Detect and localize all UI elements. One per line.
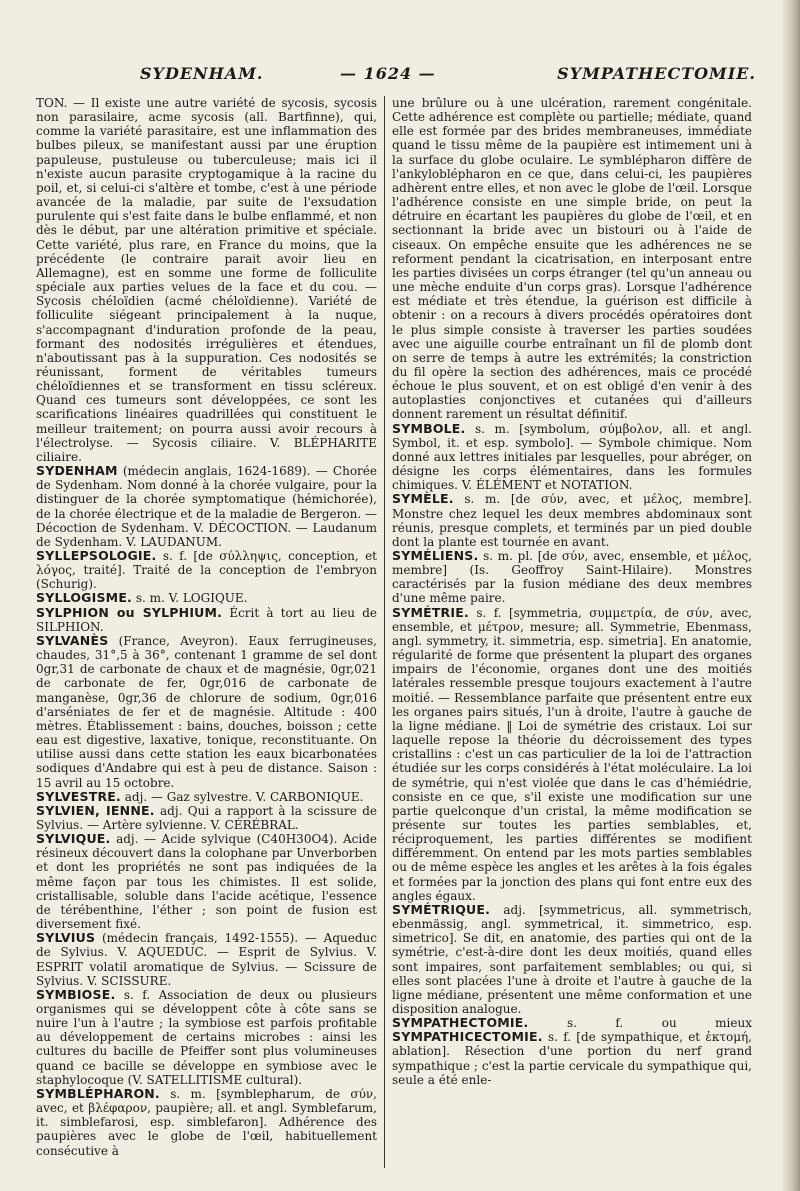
- page-edge-shadow: [782, 0, 800, 1191]
- entry-body: s. m. pl. [de σύν, avec, ensemble, et μέλος, membre] (Is. Geoffroy Saint-Hilaire). Monstres caractérisés par la fusion médiane des deux membres d'une même paire.: [392, 549, 752, 606]
- headword: SYLVESTRE.: [36, 788, 121, 804]
- entry-body: s. f. ou mieux: [566, 1016, 752, 1031]
- page-number: — 1624 —: [340, 64, 436, 83]
- headword: SYMBOLE.: [392, 420, 466, 436]
- headword: SYMBIOSE.: [36, 986, 116, 1002]
- headword: SYLLEPSOLOGIE.: [36, 548, 157, 563]
- running-header: [100, 60, 770, 88]
- headword: SYLVANÈS: [36, 632, 109, 648]
- entry-symbole: [392, 422, 752, 493]
- headword: SYLVIUS: [36, 930, 96, 946]
- entry-body: s. m. V. LOGIQUE.: [135, 591, 248, 606]
- entry-symblepharon-continuation: une brûlure ou à une ulcération, rarement congénitale. Cette adhérence est complète ou partielle; médiate, quand elle est formée par des brides membraneuses, immédiate quand le tissu même de la paupière est intimement uni à la surface du globe oculaire. Le symblépharon diffère de l'ankyloblépharon en ce que, dans celui-ci, les paupières adhèrent entre elles, et non avec le globe de l'œil. Lorsque l'adhérence consiste en une simple bride, on peut la détruire en écartant les paupières du globe de l'œil, et en sectionnant la bride avec un bistouri ou à l'aide de ciseaux. On empêche ensuite que les adhérences ne se reforment pendant la cicatrisation, en interposant entre les parties divisées un corps étranger (tel qu'un anneau ou une mèche enduite d'un corps gras). Lorsque l'adhérence est médiate et très étendue, la guérison est difficile à obtenir : on a recours à divers procédés opératoires dont le plus simple consiste à traverser les parties soudées avec une aiguille courbe entraînant un fil de plomb dont on serre de temps à autre les extrémités; la constriction du fil opère la section des adhérences, mais ce procédé échoue le plus souvent, et on est obligé d'en venir à des autoplasties conjonctives et cutanées qui d'ailleurs donnent rarement un résultat définitif.: [392, 96, 752, 422]
- entry-syllepsologie: [36, 549, 377, 591]
- headword: SYMÈLE.: [392, 491, 454, 507]
- headword: SYMÉTRIE.: [392, 604, 469, 620]
- headword: SYLVIQUE.: [36, 831, 111, 847]
- entry-body: s. f. [de σύλληψις, conception, et λόγος, traité]. Traité de la conception de l'embryon (Schurig).: [36, 549, 377, 592]
- entry-symetrique: [392, 903, 752, 1016]
- entry-body: s. m. [symblepharum, de σύν, avec, et βλέφαρον, paupière; all. et angl. Symblefarum, it. simblefarosi, esp. simblefaron]. Adhérence des paupières avec le globe de l'œil, habituellement consécutive à: [36, 1086, 377, 1158]
- entry-sylvanes: [36, 634, 377, 790]
- header-left-word: SYDENHAM.: [140, 64, 264, 83]
- entry-body: adj. — Acide sylvique (C40H30O4). Acide résineux découvert dans la colophane par Unverborben et dont les propriétés ne sont pas indiquées de la même façon par tous les chimistes. Il est solide, cristallisable, soluble dans l'acide acétique, l'essence de térébenthine, l'éther ; son point de fusion est diversement fixé.: [36, 832, 377, 932]
- entry-sycosis-continuation: TON. — Il existe une autre variété de sycosis, sycosis non parasilaire, acme sycosis (all. Bartfinne), qui, comme la variété parasitaire, est une inflammation des bulbes pileux, se manifestant aussi par une éruption papuleuse, pustuleuse ou tuberculeuse; mais ici il n'existe aucun parasite cryptogamique à la racine du poil, et, si celui-ci s'altère et tombe, c'est à une période avancée de la maladie, par suite de l'exsudation purulente qui s'est faite dans le bulbe enflammé, et non dès le début, par une altération primitive et spéciale. Cette variété, plus rare, en France du moins, que la précédente (le contraire parait avoir lieu en Allemagne), est en somme une forme de folliculite spéciale aux parties velues de la face et du cou. — Sycosis chéloïdien (acmé chéloïdienne). Variété de folliculite siégeant principalement à la nuque, s'accompagnant d'induration profonde de la peau, formant des nodosités irrégulières et étendues, n'aboutissant pas à la suppuration. Ces nodosités se réunissant, forment de véritables tumeurs chéloïdiennes et se transforment en tissu scléreux. Quand ces tumeurs sont développées, ce sont les scarifications linéaires quadrillées qui constituent le meilleur traitement; on pourra aussi avoir recours à l'électrolyse. — Sycosis ciliaire. V. BLÉPHARITE ciliaire.: [36, 96, 377, 464]
- entry-sylvien: [36, 804, 377, 832]
- entry-body: (médecin français, 1492-1555). — Aqueduc de Sylvius. V. AQUEDUC. — Esprit de Sylvius. V. ESPRIT volatil aromatique de Sylvius. — Scissure de Sylvius. V. SCISSURE.: [36, 931, 377, 988]
- entry-sylphion: [36, 606, 377, 634]
- header-right-word: SYMPATHECTOMIE.: [557, 64, 756, 83]
- entry-sylvestre: [36, 790, 377, 804]
- headword-variant: SYMPATHICECTOMIE.: [392, 1029, 543, 1045]
- entry-body: adj. [symmetricus, all. symmetrisch, ebenmässig, angl. symmetrical, it. simmetrico, esp. simetrico]. Se dit, en anatomie, des parties qui ont de la symétrie, c'est-à-dire dont les deux moitiés, quand elles sont impaires, sont parfaitement semblables; ou qui, si elles sont placées l'une à droite et l'autre à gauche de la ligne médiane, présentent une même conformation et une disposition analogue.: [392, 902, 752, 1016]
- entry-body: s. f. [de sympathique, et ἐκτομή, ablation]. Résection d'une portion du nerf grand sympathique ; c'est la partie cervicale du sympathique qui, seule a été enle-: [392, 1030, 752, 1087]
- entry-body: (médecin anglais, 1624-1689). — Chorée de Sydenham. Nom donné à la chorée vulgaire, pour la distinguer de la chorée symptomatique (hémichorée), de la chorée électrique et de la maladie de Bergeron. — Décoction de Sydenham. V. DÉCOCTION. — Laudanum de Sydenham. V. LAUDANUM.: [36, 464, 377, 549]
- entry-sylvique: [36, 832, 377, 931]
- entry-body: adj. Qui a rapport à la scissure de Sylvius. — Artère sylvienne. V. CÉRÉBRAL.: [36, 803, 377, 832]
- entry-symbiose: [36, 988, 377, 1087]
- entry-symeliens: [392, 549, 752, 606]
- entry-body: s. m. [symbolum, σύμβολον, all. et angl. Symbol, it. et esp. symbolo]. — Symbole chimique. Nom donné aux lettres initiales par lesquelles, pour abréger, on désigne les corps élémentaires, dans les formules chimiques. V. ÉLÉMENT et NOTATION.: [392, 421, 752, 493]
- headword: SYLVIEN, IENNE.: [36, 802, 155, 818]
- headword: SYMPATHECTOMIE.: [392, 1015, 529, 1031]
- entry-body: Écrit à tort au lieu de SILPHION.: [36, 605, 377, 634]
- column-divider: [384, 96, 385, 1168]
- entry-body: s. f. Association de deux ou plusieurs organismes qui se développent côte à côte sans se nuire l'un à l'autre ; la symbiose est parfois profitable au développement de certains microbes : ainsi les cultures du bacille de Pfeiffer sont plus volumineuses quand ce bacille se développe en symbiose avec le staphylocoque (V. SATELLITISME cultural).: [36, 987, 377, 1087]
- entry-symetrie: [392, 606, 752, 903]
- entry-sydenham: [36, 464, 377, 549]
- entry-body: adj. — Gaz sylvestre. V. CARBONIQUE.: [124, 789, 364, 804]
- entry-symele: [392, 492, 752, 549]
- entry-symblepharon: [36, 1087, 377, 1158]
- entry-body: (France, Aveyron). Eaux ferrugineuses, chaudes, 31°,5 à 36°, contenant 1 gramme de sel dont 0gr,31 de carbonate de chaux et de magnésie, 0gr,021 de carbonate de fer, 0gr,016 de carbonate de manganèse, 0gr,36 de chlorure de sodium, 0gr,016 d'arséniates de fer et de magnésie. Altitude : 400 mètres. Établissement : bains, douches, boisson ; cette eau est digestive, laxative, tonique, reconstituante. On utilise aussi dans cette station les eaux bicarbonatées sodiques d'Andabre qui est à peu de distance. Saison : 15 avril au 15 octobre.: [36, 633, 377, 790]
- headword: SYLLOGISME.: [36, 590, 133, 606]
- headword: SYDENHAM: [36, 463, 118, 479]
- left-column: [36, 96, 377, 1171]
- entry-sympathectomie: [392, 1016, 752, 1087]
- entry-body: s. m. [de σύν, avec, et μέλος, membre]. Monstre chez lequel les deux membres abdominaux sont réunis, presque complets, et terminés par un pied double dont la plante est tournée en avant.: [392, 492, 752, 549]
- headword: SYMÉTRIQUE.: [392, 901, 491, 917]
- headword: SYMÉLIENS.: [392, 548, 479, 563]
- right-column: [392, 96, 752, 1171]
- headword: SYLPHION ou SYLPHIUM.: [36, 604, 223, 620]
- entry-syllogisme: [36, 591, 377, 605]
- headword: SYMBLÉPHARON.: [36, 1085, 160, 1101]
- entry-body: s. f. [symmetria, συμμετρία, de σύν, avec, ensemble, et μέτρον, mesure; all. Symmetrie, Ebenmass, angl. symmetry, it. simmetria, esp. simetria]. En anatomie, régularité de forme que présentent la plupart des organes impairs de l'économie, organes dont une des moitiés latérales ressemble presque toujours exactement à l'autre moitié. — Ressemblance parfaite que présentent entre eux les organes pairs situés, l'un à droite, l'autre à gauche de la ligne médiane. ‖ Loi de symétrie des cristaux. Loi sur laquelle repose la théorie du décroissement des types cristallins : c'est un cas particulier de la loi de l'attraction étudiée sur les corps considérés à l'état moléculaire. La loi de symétrie, qui n'est violée que dans le cas d'hémiédrie, consiste en ce que, s'il existe une modification sur une partie quelconque d'un cristal, la même modification se présente sur toutes les parties semblables, et, réciproquement, les parties différentes se modifient différemment. On entend par les mots parties semblables ou de même espèce les angles et les arêtes à la fois égales et formées par la jonction des plans qui font entre eux des angles égaux.: [392, 605, 752, 903]
- entry-sylvius: [36, 931, 377, 988]
